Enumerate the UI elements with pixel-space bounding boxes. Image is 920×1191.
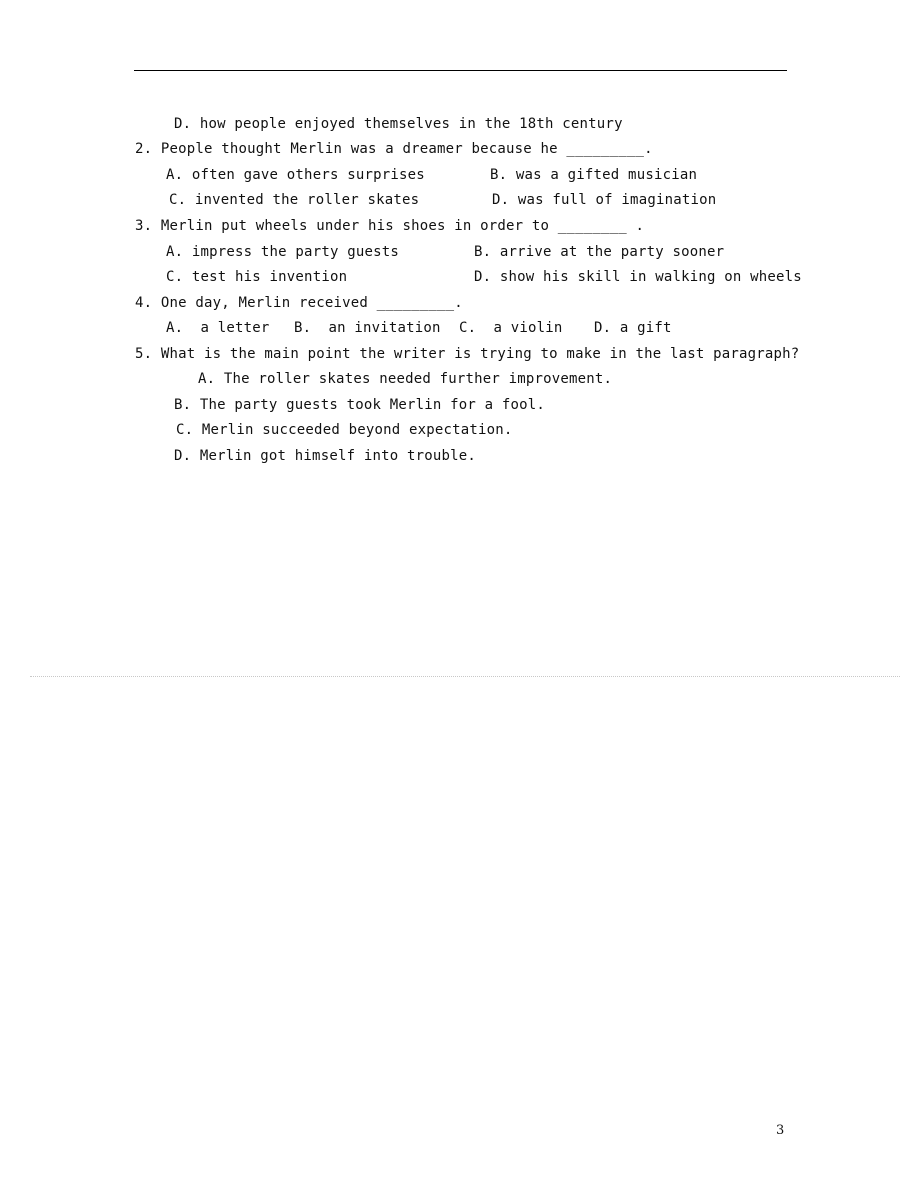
- q1-option-d: D. how people enjoyed themselves in the 18th century: [174, 116, 623, 132]
- q2-option-c: C. invented the roller skates: [169, 192, 420, 208]
- q5-option-b: B. The party guests took Merlin for a fool.: [174, 397, 546, 413]
- q5-option-d: D. Merlin got himself into trouble.: [174, 448, 477, 464]
- q3-option-d: D. show his skill in walking on wheels: [474, 269, 802, 285]
- header-rule: [134, 70, 787, 71]
- q3-option-b: B. arrive at the party sooner: [474, 244, 725, 260]
- q5-option-c: C. Merlin succeeded beyond expectation.: [176, 422, 513, 438]
- section-divider: [30, 676, 900, 677]
- q5-option-a: A. The roller skates needed further improvement.: [198, 371, 613, 387]
- q4-option-b: B. an invitation: [294, 320, 441, 336]
- q2-option-a: A. often gave others surprises: [166, 167, 425, 183]
- q2-stem: 2. People thought Merlin was a dreamer because he _________.: [135, 141, 653, 157]
- q4-option-a: A. a letter: [166, 320, 270, 336]
- q2-option-b: B. was a gifted musician: [490, 167, 698, 183]
- q3-option-a: A. impress the party guests: [166, 244, 399, 260]
- q4-stem: 4. One day, Merlin received _________.: [135, 295, 463, 311]
- q5-stem: 5. What is the main point the writer is trying to make in the last paragraph?: [135, 346, 800, 362]
- q4-option-c: C. a violin: [459, 320, 563, 336]
- q3-option-c: C. test his invention: [166, 269, 348, 285]
- q3-stem: 3. Merlin put wheels under his shoes in order to ________ .: [135, 218, 645, 234]
- page-number: 3: [776, 1123, 785, 1138]
- q4-option-d: D. a gift: [594, 320, 672, 336]
- q2-option-d: D. was full of imagination: [492, 192, 717, 208]
